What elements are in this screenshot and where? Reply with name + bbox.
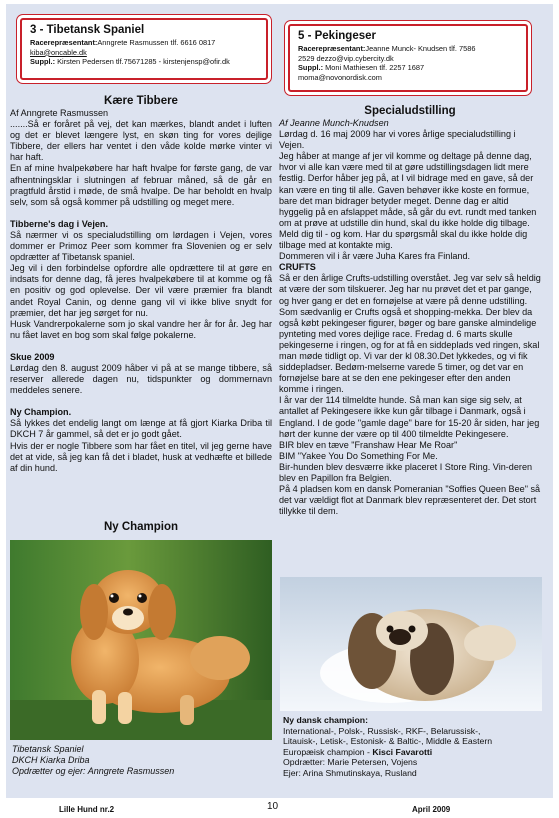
paragraph: Så lykkes det endelig langt om længe at få gjort Kiarka Driba til DKCH 7 år gammel, så det er jo godt gået. bbox=[10, 418, 272, 440]
tibetan-spaniel-contact-box bbox=[20, 18, 268, 80]
paragraph: BIR blev en tæve "Franshaw Hear Me Roar" bbox=[279, 439, 458, 450]
suppl-value: Moni Mathiesen tlf. 2257 1687 bbox=[325, 63, 425, 72]
paragraph: Bir-hunden blev desværre ikke placeret I Store Ring. Vin-deren blev en Papillon fra Belgien. bbox=[279, 461, 533, 483]
champion-name: Kisci Favarotti bbox=[372, 746, 433, 757]
article-heading: Specialudstilling bbox=[364, 105, 456, 117]
pekingese-photo-caption bbox=[283, 715, 545, 779]
paragraph: Husk Vandrerpokalerne som jo skal vandre her år for år. Jeg har nu fået lavet en bog som skal følge pokalerne. bbox=[10, 318, 272, 340]
right-article bbox=[279, 104, 541, 517]
pekingese-photo bbox=[280, 577, 542, 711]
suppl-label: Suppl.: bbox=[30, 57, 56, 66]
subheading: CRUFTS bbox=[279, 262, 316, 273]
caption-line: Ejer: Arina Shmutinskaya, Rusland bbox=[283, 767, 417, 778]
rep-value: Jeanne Munck- Knudsen tlf. 7586 bbox=[365, 44, 476, 53]
paragraph: Så nærmer vi os specialudstilling om lørdagen i Vejen, vores dommer er Primoz Peer som kommer fra Slovenien og er selv opdrætter af Tibetansk spaniel. bbox=[10, 229, 272, 263]
subheading: Skue 2009 bbox=[10, 351, 55, 362]
footer-magazine-name: Lille Hund nr.2 bbox=[59, 805, 115, 814]
paragraph: .......Så er foråret på vej, det kan mærkes, blandt andet i luften og det er blevet længere lyst, en skøn ting for vores dejlige Tibbere, der ellers har ventet i den våde kolde mørke vinter vi har haft. bbox=[10, 119, 272, 163]
tibetan-spaniel-photo bbox=[10, 540, 272, 740]
article-heading: Kære Tibbere bbox=[104, 95, 178, 107]
subheading: Tibberne's dag i Vejen. bbox=[10, 218, 109, 229]
paragraph: På 4 pladsen kom en dansk Pomeranian "Soffies Queen Bee" så det var vældigt flot at Danmark blev repræsenteret der. Det stort tillykke til dem. bbox=[279, 484, 541, 517]
contact-email: moma@novonordisk.com bbox=[298, 72, 382, 82]
box-title: 5 - Pekingeser bbox=[298, 30, 376, 42]
subheading: Ny Champion. bbox=[10, 407, 72, 418]
caption-line: Europæisk champion - bbox=[283, 746, 373, 757]
paragraph: Hvis der er nogle Tibbere som har fået en titel, vil jeg gerne have det at vide, så jeg kan få det i bladet, husk at vedhæfte et billede af din hund. bbox=[10, 440, 272, 473]
paragraph: Dommeren vil i år være Juha Kares fra Finland. bbox=[279, 251, 471, 262]
tibetan-photo-caption bbox=[12, 744, 274, 778]
caption-line: Opdrætter: Marie Petersen, Vojens bbox=[283, 757, 418, 768]
left-article bbox=[10, 94, 272, 474]
byline: Af Anngrete Rasmussen bbox=[10, 108, 109, 118]
caption-line: Opdrætter og ejer: Anngrete Rasmussen bbox=[12, 766, 175, 777]
suppl-label: Suppl.: bbox=[298, 63, 324, 72]
rep-label: Racerepræsentant: bbox=[30, 38, 98, 47]
paragraph: BIM "Yakee You Do Something For Me. bbox=[279, 450, 438, 461]
paragraph: Lørdag den 8. august 2009 håber vi på at se mange tibbere, så reserver allerede dagen nu, tidspunkter og dommernavn meddeles senere. bbox=[10, 362, 272, 396]
paragraph: En af mine hvalpekøbere har haft hvalpe for første gang, de var afhentningsklar i slutningen af februar måned, så de går en pragtfuld årstid i møde, de små hvalpe. De har beholdt en hvalp selv, som så også kommer på udstilling og meget mere. bbox=[10, 163, 272, 207]
pekingese-contact-box bbox=[288, 24, 528, 92]
contact-line: 2529 dezzo@vip.cybercity.dk bbox=[298, 53, 394, 63]
caption-line: Tibetansk Spaniel bbox=[12, 744, 84, 754]
email-link[interactable]: kiba@oncable.dk bbox=[30, 47, 87, 57]
box-title: 3 - Tibetansk Spaniel bbox=[30, 24, 145, 36]
caption-line: Litauisk-, Letisk-, Estonisk- & Baltic-, Middle & Eastern bbox=[283, 736, 493, 747]
paragraph: I år var der 114 tilmeldte hunde. Så man kan sige sig selv, at antallet af Pekingesere ikke kun går tilbage i Danmark, også i England. I de gode "gamle dage" bare for 15-20 år siden, har jeg hørt der kunne der være op til 400 tilmeldte Pekingesere. bbox=[279, 395, 540, 439]
paragraph: Jeg vil i den forbindelse opfordre alle opdrættere til at gøre en indsats for denne dag, få jeres hvalpekøbere til at komme og få en positiv og god oplevelse. Der vil være præmier fra blandt andet Royal Canin, og denne gang vil vi ikke blive snydt for præmier, det har jeg sørget for nu. bbox=[10, 263, 272, 318]
rep-label: Racerepræsentant: bbox=[298, 44, 366, 53]
paragraph: Så er den årlige Crufts-udstilling overstået. Jeg var selv så heldig at være der som tilskuerer. Jeg har nu prøvet det et par gange, og hver gang er det en fornøjelse at være på denne udstilling. Som sædvanlig er Crufts også et shopping-mekka. Der blev da også købt pekingeser figurer, bøger og bare ganske almindelige pynteting med vores dejlige race. Fredag d. 6 marts skulle pekingeserne i ringen, og for at få en siddeplads ved ringen, skal man møde tidligt op. Vi var der kl 08.30.Det lykkedes, og vi fik siddepladser. Bedøm-melserne varede 5 timer, og det var en fornøjelse bare at se den ene pekingeser efter den anden komme i ringen. bbox=[279, 273, 541, 395]
paragraph: Jeg håber at mange af jer vil komme og deltage på denne dag, hvor vi alle kan være med til at gøre udstillingsdagen lidt mere festlig. Derfor håber jeg på, at I vil bidrage med en gave, så der kan være en ting til alle. Gaven behøver ikke koste en formue, bare det man bidrager betyder meget. Denne dag er altid hyggelig på en afslappet måde, så går du evt. rundt med tanken om at prøve at udstille din hund, skal du ikke holde dig tilbage. Meld dig til - og kom. Har du spørgsmål skal du ikke holde dig tilbage med at kontakte mig. bbox=[279, 151, 537, 251]
photo-heading: Ny Champion bbox=[103, 521, 179, 533]
caption-line: DKCH Kiarka Driba bbox=[12, 755, 90, 766]
rep-value: Anngrete Rasmussen tlf. 6616 0817 bbox=[97, 38, 216, 47]
suppl-value: Kirsten Pedersen tlf.75671285 - kirstenjensp@ofir.dk bbox=[57, 57, 230, 66]
footer-page-number: 10 bbox=[267, 801, 279, 812]
caption-title: Ny dansk champion: bbox=[283, 715, 368, 725]
byline: Af Jeanne Munch-Knudsen bbox=[279, 118, 389, 128]
paragraph: Lørdag d. 16 maj 2009 har vi vores årlige specialudstilling i Vejen. bbox=[279, 129, 516, 151]
caption-line: International-, Polsk-, Russisk-, RKF-, Belarussisk-, bbox=[283, 725, 481, 736]
footer-date: April 2009 bbox=[412, 805, 451, 814]
